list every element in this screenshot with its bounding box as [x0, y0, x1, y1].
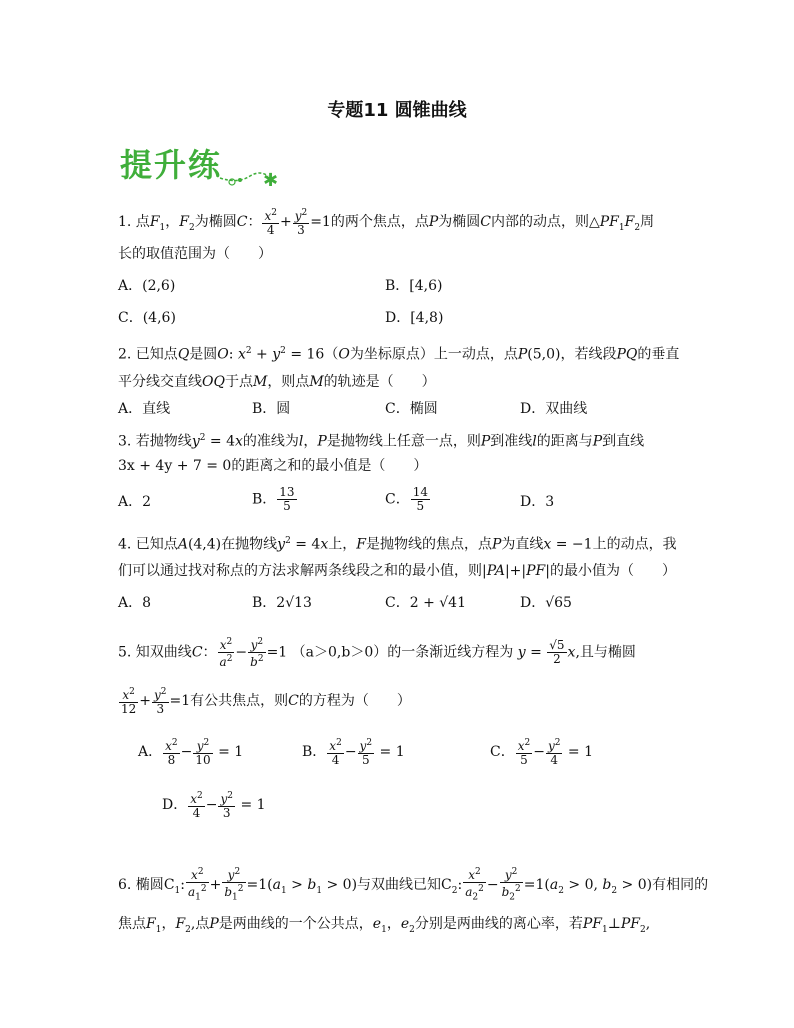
q3-line2: 3x + 4y + 7 = 0的距离之和的最小值是（ ）	[118, 458, 428, 474]
q2-option-a: A．直线	[118, 401, 171, 417]
q4-line2: 们可以通过找对称点的方法求解两条线段之和的最小值，则|PA|+|PF|的最小值为（ ）	[118, 563, 676, 579]
q1-option-d: D．[4,8)	[385, 310, 444, 326]
q5-option-c: C． $\frac{x^2}{5}$ − $\frac{y^2}{4}$ = 1	[490, 738, 594, 767]
q3-line1: 3. 若抛物线$y^2 = 4x$的准线为l，P是抛物线上任意一点，则P到准线l的距离与P到直线	[118, 433, 645, 450]
svg-text:✱: ✱	[263, 170, 279, 188]
q5-option-d: D． $\frac{x^2}{4}$ − $\frac{y^2}{3}$ = 1	[162, 791, 266, 820]
q5-line1: 5. 知双曲线C： $\frac{x^2}{a^2}$ − $\frac{y^2}{b^2}$ =1 （a＞0,b＞0）的一条渐近线方程为 y = $\frac{√5}{2}$ x,且与椭圆	[118, 637, 636, 669]
q6-line2: 焦点$F_1$，$F_2$,点P是两曲线的一个公共点，$e_1$，$e_2$分别是两曲线的离心率，若$PF_1\perp PF_2$,	[118, 916, 651, 935]
q3-option-a: A．2	[118, 494, 152, 510]
page-title: 专题11 圆锥曲线	[327, 100, 467, 121]
q2-line2: 平分线交直线OQ于点M，则点M的轨迹是（ ）	[118, 374, 436, 390]
q5-option-b: B． $\frac{x^2}{4}$ − $\frac{y^2}{5}$ = 1	[302, 738, 405, 767]
q2-option-b: B．圆	[252, 401, 291, 417]
q1-option-c: C．(4,6)	[118, 310, 176, 326]
q1-option-b: B．[4,6)	[385, 278, 443, 294]
tishenglian-logo	[120, 140, 280, 188]
q3-option-b: B． $\frac{13}{5}$	[252, 485, 295, 513]
q1-option-a: A．(2,6)	[118, 278, 176, 294]
q4-option-b: B．2√13	[252, 595, 312, 611]
q1-line1: 1. 点$F_1$，$F_2$为椭圆C： $\frac{x^2}{4}$ + $\frac{y^2}{3}$ =1的两个焦点，点P为椭圆C内部的动点，则$\triangle PF_1F_2$周	[118, 208, 655, 237]
q3-option-d: D．3	[520, 494, 555, 510]
q5-line2: $\frac{x^2}{12}$ + $\frac{y^2}{3}$ =1有公共焦点，则C的方程为（ ）	[121, 687, 411, 716]
q4-option-d: D．√65	[520, 595, 572, 611]
logo-text: 提升练	[120, 146, 223, 184]
q6-line1: 6. 椭圆$C_1$: $\frac{x^2}{a_1^2}$ + $\frac{y^2}{b_1^2}$ $=1(a_1 > b_1 > 0)$与双曲线已知$C_2$: $\frac{x^2}{a_2^2}$ − $\frac{y^2}{b_2^2}$ $=1(a_2 > 0$, $b_2 > 0$)有相同的	[118, 867, 709, 903]
q4-option-a: A．8	[118, 595, 152, 611]
q4-option-c: C．2 + √41	[385, 595, 466, 611]
q1-line2: 长的取值范围为（ ）	[118, 246, 272, 262]
q4-line1: 4. 已知点A(4,4)在抛物线$y^2 = 4x$上，F是抛物线的焦点，点P为直线x = −1上的动点，我	[118, 536, 677, 553]
q5-option-a: A． $\frac{x^2}{8}$ − $\frac{y^2}{10}$ = 1	[138, 738, 244, 767]
q2-line1: 2. 已知点Q是圆O: $x^2 + y^2 = 16(O$为坐标原点）上一动点，点P(5,0)，若线段PQ的垂直	[118, 346, 680, 363]
q3-option-c: C． $\frac{14}{5}$	[385, 485, 428, 513]
q2-option-c: C．椭圆	[385, 401, 438, 417]
q2-option-d: D．双曲线	[520, 401, 588, 417]
